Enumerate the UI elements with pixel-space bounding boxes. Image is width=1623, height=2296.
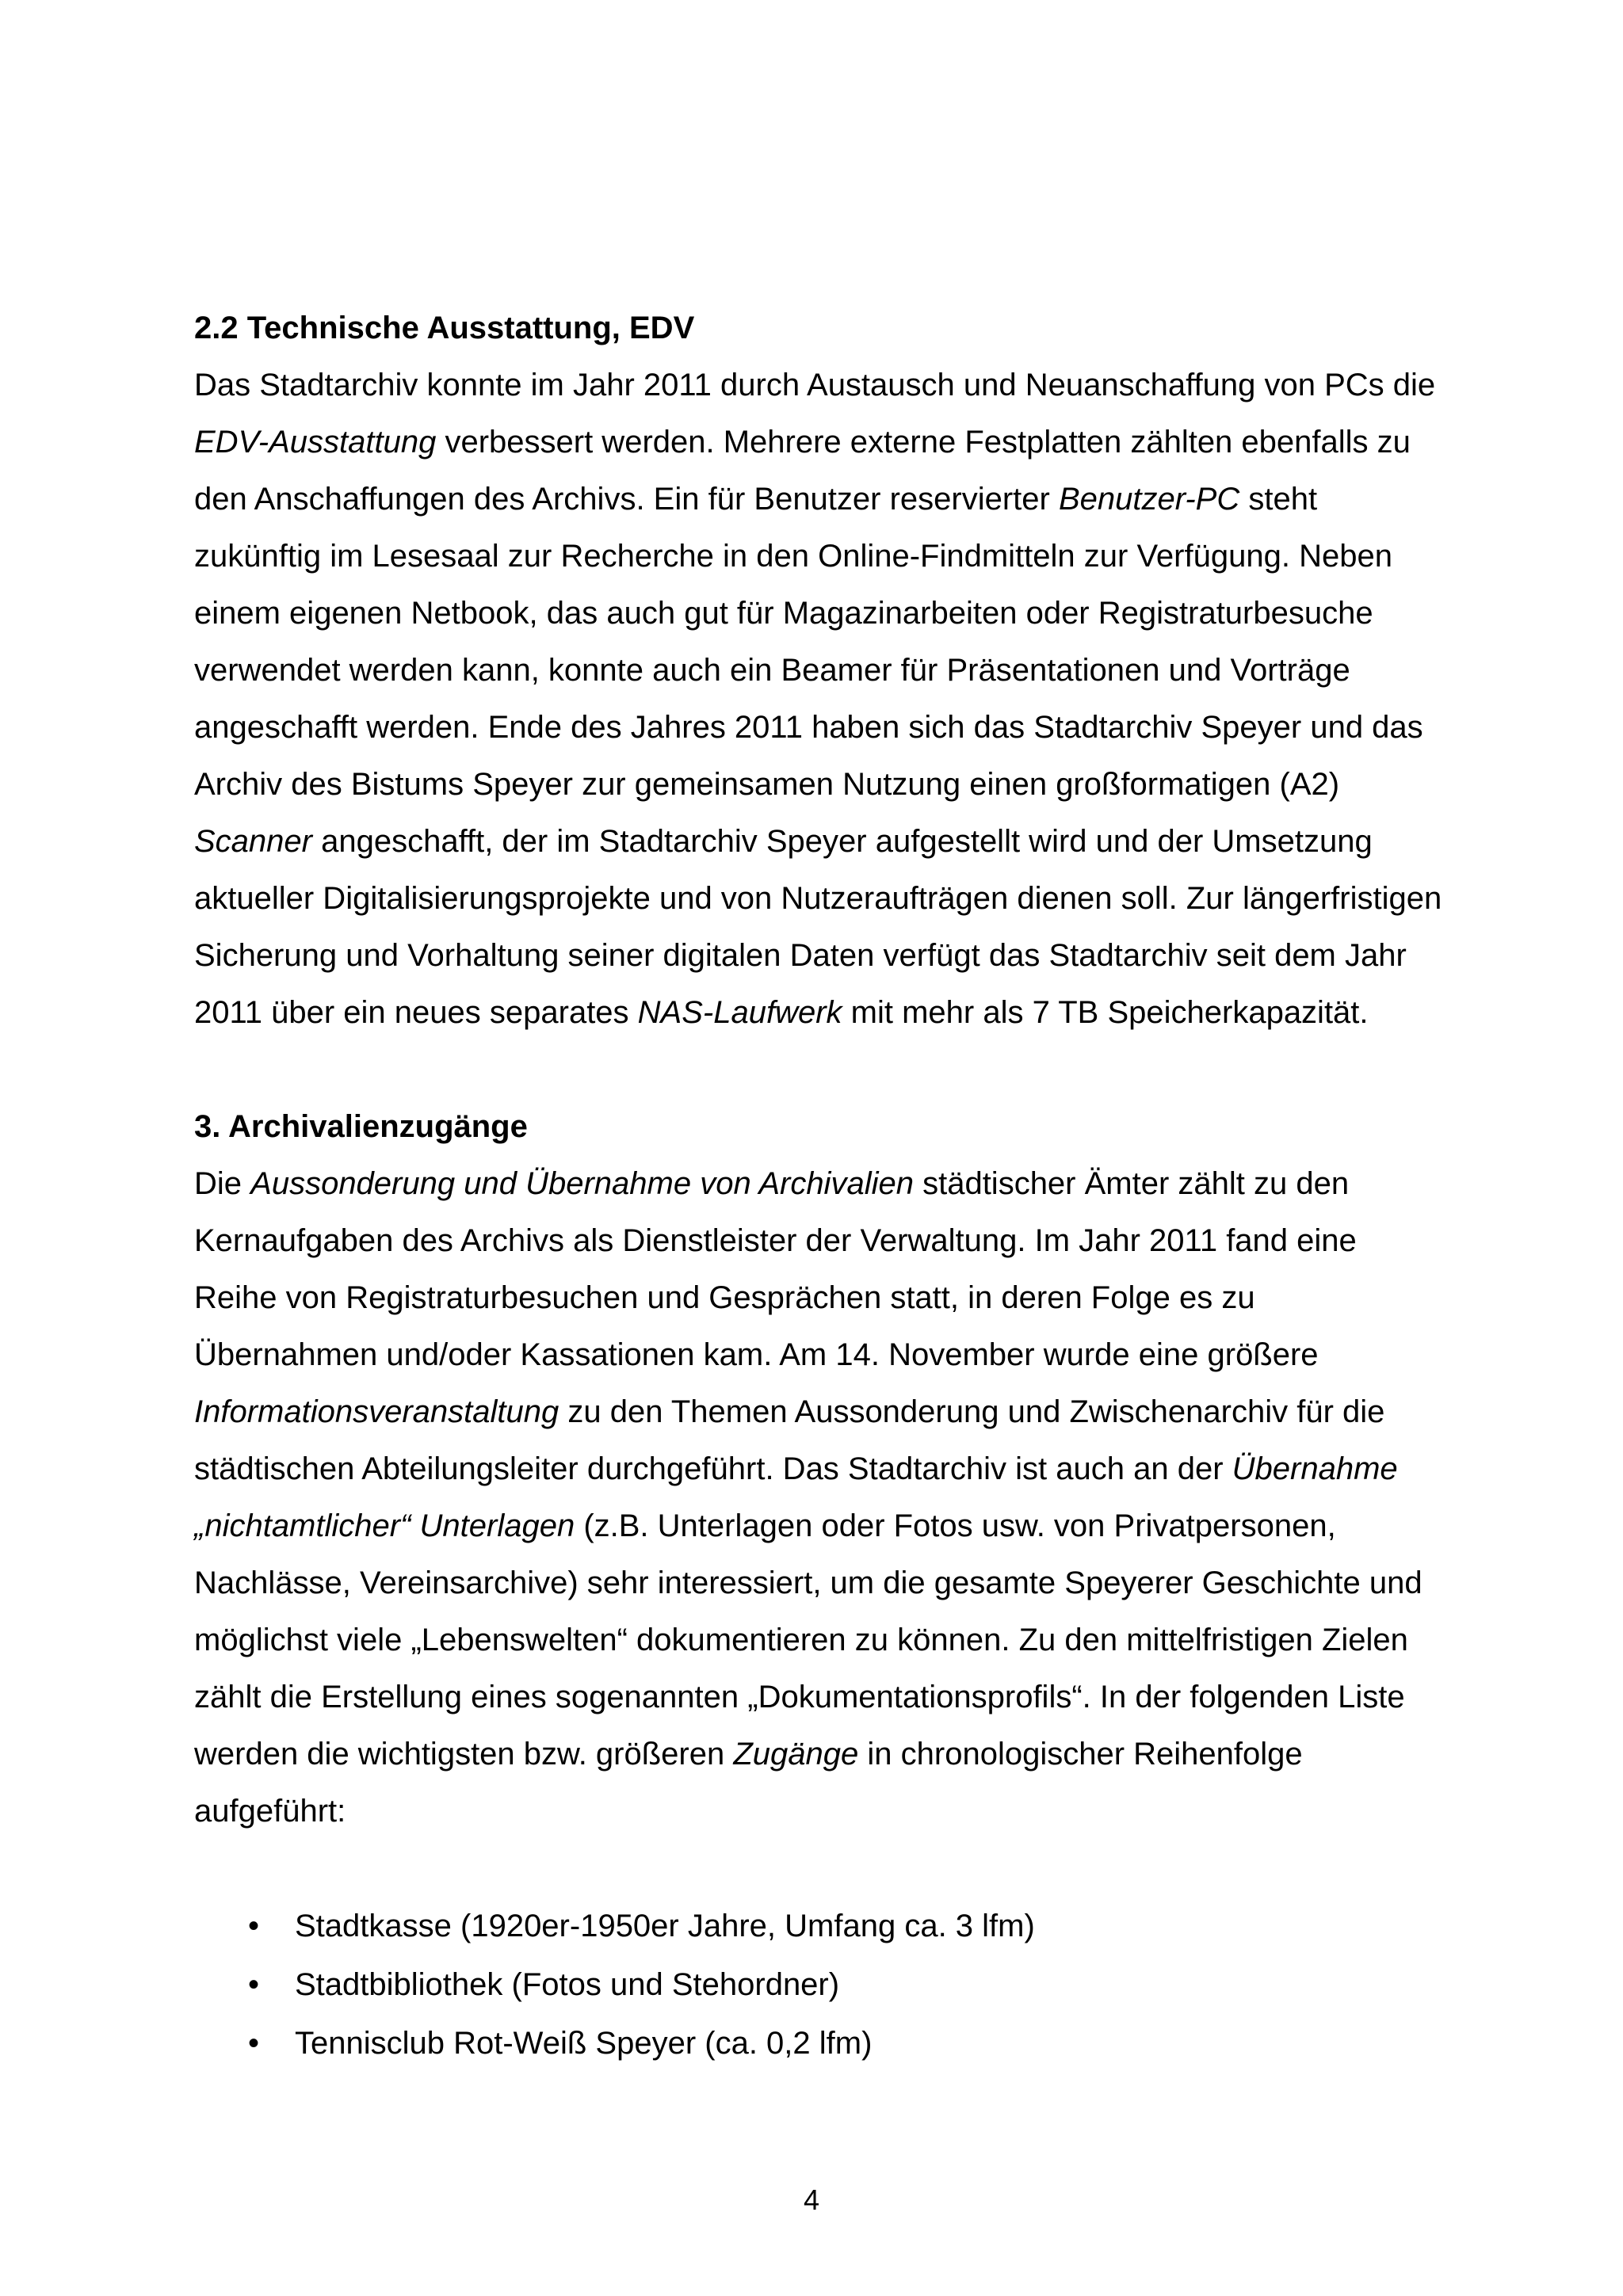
list-spacer: [194, 1840, 1446, 1897]
section-spacer: [194, 1041, 1446, 1098]
emphasis-nas-laufwerk: NAS-Laufwerk: [637, 995, 842, 1030]
list-item: [194, 2014, 1446, 2073]
text-run: steht zukünftig im Lesesaal zur Recherche in den Online-Findmitteln zur Verfügung. Neben einem eigenen Netbook, das auch gut für Magazinarbeiten oder Registraturbesuche verwendet werden kann, konnte auch ein Beamer für Präsentationen und Vorträge angeschafft werden. Ende des Jahres 2011 haben sich das Stadtarchiv Speyer und das Archiv des Bistums Speyer zur gemeinsamen Nutzung einen großformatigen (A2): [194, 482, 1423, 802]
paragraph-archivalienzugaenge: [194, 1155, 1446, 1840]
list-item-text: Tennisclub Rot-Weiß Speyer (ca. 0,2 lfm): [295, 2026, 873, 2061]
text-run: städtischer Ämter zählt zu den Kernaufgaben des Archivs als Dienstleister der Verwaltung. Im Jahr 2011 fand eine Reihe von Registraturbesuchen und Gesprächen statt, in deren Folge es zu Übernahmen und/oder Kassationen kam. Am 14. November wurde eine größere: [194, 1166, 1357, 1372]
section-heading-archivalienzugaenge: 3. Archivalienzugänge: [194, 1109, 528, 1144]
emphasis-uebernahme-nichtamtlicher-unterlagen: Übernahme „nichtamtlicher“ Unterlagen: [194, 1451, 1398, 1543]
text-run: verbessert werden. Mehrere externe Festplatten zählten ebenfalls zu den Anschaffungen des Archivs. Ein für Benutzer reservierter: [194, 425, 1411, 517]
list-item: [194, 1897, 1446, 1955]
text-run: angeschafft, der im Stadtarchiv Speyer aufgestellt wird und der Umsetzung aktueller Digitalisierungsprojekte und von Nutzeraufträgen dienen soll. Zur längerfristigen Sicherung und Vorhaltung seiner digitalen Daten verfügt das Stadtarchiv seit dem Jahr 2011 über ein neues separates: [194, 824, 1442, 1030]
emphasis-informationsveranstaltung: Informationsveranstaltung: [194, 1394, 559, 1429]
emphasis-aussonderung: Aussonderung und Übernahme von Archivalien: [250, 1166, 914, 1201]
list-item-text: Stadtbibliothek (Fotos und Stehordner): [295, 1967, 840, 2002]
list-item: [194, 1955, 1446, 2014]
list-item-text: Stadtkasse (1920er-1950er Jahre, Umfang ca. 3 lfm): [295, 1909, 1035, 1943]
text-run: Die: [194, 1166, 251, 1201]
section-heading-technische-ausstattung: 2.2 Technische Ausstattung, EDV: [194, 311, 695, 345]
bullet-icon: •: [248, 1967, 260, 2002]
text-run: zu den Themen Aussonderung und Zwischenarchiv für die städtischen Abteilungsleiter durchgeführt. Das Stadtarchiv ist auch an der: [194, 1394, 1385, 1486]
bullet-icon: •: [248, 2026, 260, 2061]
paragraph-technische-ausstattung: [194, 357, 1446, 1041]
page-number: 4: [803, 2183, 820, 2216]
bullet-icon: •: [248, 1909, 260, 1943]
emphasis-benutzer-pc: Benutzer-PC: [1058, 482, 1240, 517]
emphasis-zugaenge: Zugänge: [733, 1737, 859, 1772]
text-run: Das Stadtarchiv konnte im Jahr 2011 durch Austausch und Neuanschaffung von PCs die: [194, 368, 1436, 402]
emphasis-scanner: Scanner: [194, 824, 312, 859]
emphasis-edv-ausstattung: EDV-Ausstattung: [194, 425, 437, 460]
text-run: in chronologischer Reihenfolge aufgeführt:: [194, 1737, 1303, 1829]
page-content: [194, 299, 1446, 2073]
text-run: (z.B. Unterlagen oder Fotos usw. von Privatpersonen, Nachlässe, Vereinsarchive) sehr interessiert, um die gesamte Speyerer Geschichte und möglichst viele „Lebenswelten“ dokumentieren zu können. Zu den mittelfristigen Zielen zählt die Erstellung eines sogenannten „Dokumentationsprofils“. In der folgenden Liste werden die wichtigsten bzw. größeren: [194, 1508, 1423, 1772]
accessions-list: [194, 1897, 1446, 2073]
text-run: mit mehr als 7 TB Speicherkapazität.: [842, 995, 1369, 1030]
